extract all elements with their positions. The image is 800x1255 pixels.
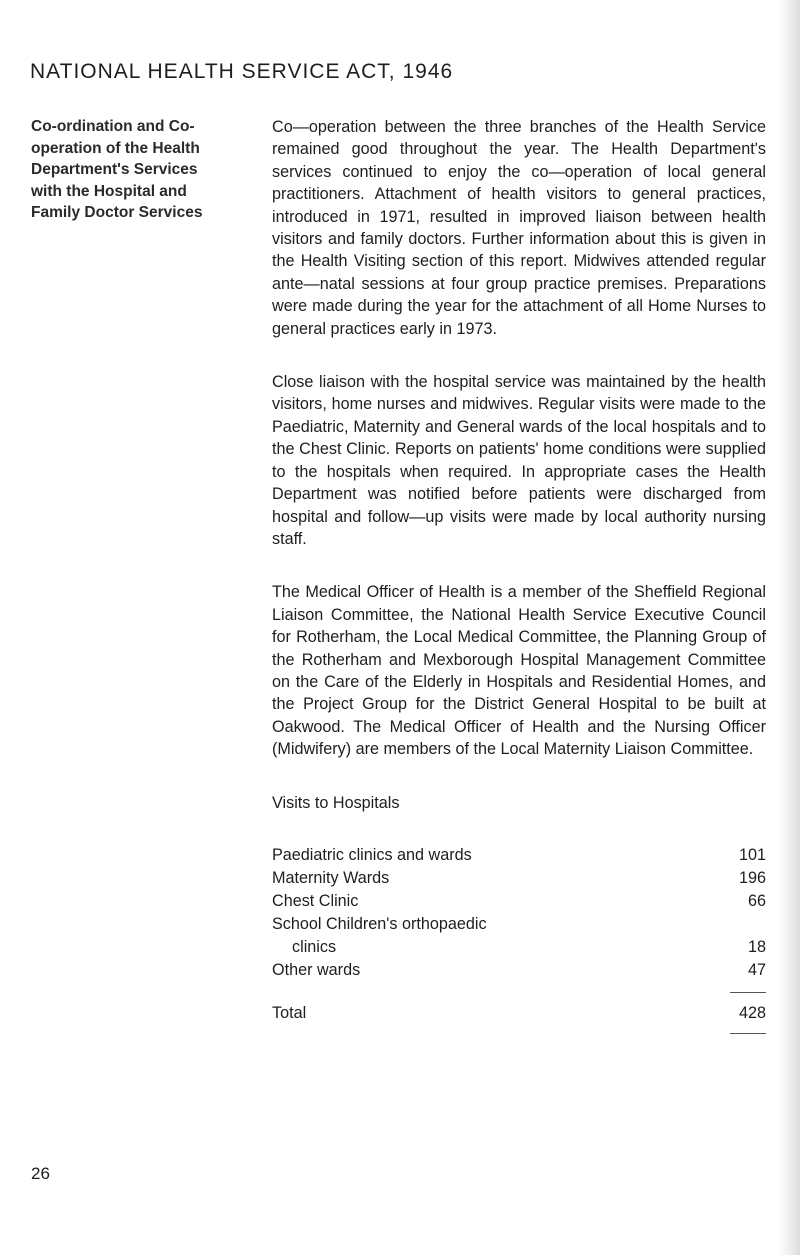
visits-heading: Visits to Hospitals [272,793,400,812]
paragraph-hospital-liaison: Close liaison with the hospital service was maintained by the health visitors, home nurses and midwives. Regular visits were made to the Paediatric, Maternity and General wards of the local hospitals and to the Chest Clinic. Reports on patients' home conditions were supplied to the hospitals when required. In appropriate cases the Health Department was notified before patients were discharged from hospital and follow—up visits were made by local authority nursing staff. [272,373,766,548]
visit-label: Chest Clinic [272,891,359,910]
table-row [272,890,766,913]
sidebar-heading-line: Department's Services [31,161,198,178]
sidebar-heading [31,116,241,224]
sidebar-heading-line: Co-ordination and Co- [31,118,195,135]
total-value: 428 [738,1003,766,1022]
table-row [272,844,766,867]
sidebar-heading-line: with the Hospital and [31,182,187,200]
paragraph-cooperation: Co—operation between the three branches of the Health Service remained good throughout the year. The Health Department's services continued to enjoy the co—operation of local general practitioners. Attachment of health visitors to general practices, introduced in 1971, resulted in improved liaison between health visitors and family doctors. Further information about this is given in the Health Visiting section of this report. Midwives attended regular ante—natal sessions at four group practice premises. Preparations were made during the year for the attachment of all Home Nurses to general practices early in 1973. [272,118,766,338]
table-row [272,913,766,936]
visit-label: School Children's orthopaedic [272,914,487,933]
main-body [272,116,766,1042]
visit-value: 101 [738,845,766,864]
table-row [272,959,766,982]
visit-value: 18 [747,937,766,956]
total-rule-top [730,992,766,993]
visit-label: Paediatric clinics and wards [272,845,472,864]
sidebar-heading-line: operation of the Health [31,139,200,157]
sidebar-heading-line: Family Doctor Services [31,204,203,221]
total-row [272,1001,766,1025]
total-rule-bottom [730,1033,766,1034]
visits-table [272,844,766,1034]
visit-value: 47 [747,960,766,979]
visit-value: 66 [747,891,766,910]
visit-label: clinics [292,937,337,956]
page-edge-shadow [778,0,800,1255]
visit-label: Maternity Wards [272,868,390,887]
visit-value: 196 [738,868,766,887]
paragraph-committees: The Medical Officer of Health is a member of the Sheffield Regional Liaison Committee, the National Health Service Executive Council for Rotherham, the Local Medical Committee, the Planning Group of the Rotherham and Mexborough Hospital Management Committee on the Care of the Elderly in Hospitals and Residential Homes, and the Project Group for the District General Hospital to be built at Oakwood. The Medical Officer of Health and the Nursing Officer (Midwifery) are members of the Local Maternity Liaison Committee. [272,583,766,759]
visit-label: Other wards [272,960,361,979]
page-header-title: NATIONAL HEALTH SERVICE ACT, 1946 [30,60,454,83]
page-number: 26 [31,1164,50,1183]
table-row [272,867,766,890]
table-row [272,936,766,959]
total-label: Total [272,1003,307,1022]
